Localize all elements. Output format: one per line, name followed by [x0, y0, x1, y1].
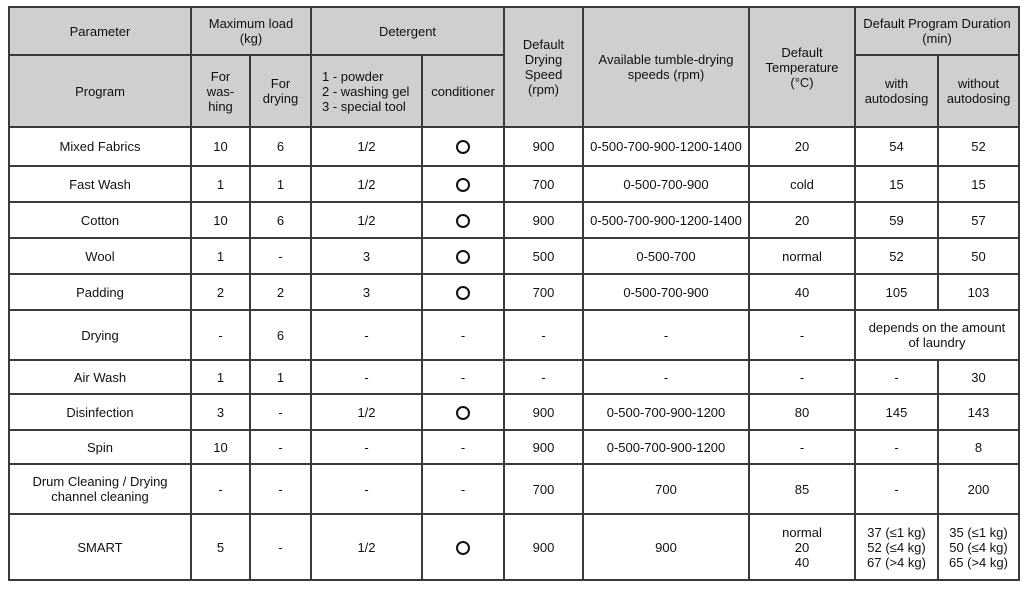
table-row — [9, 310, 1019, 360]
for-washing-cell: 1 — [191, 166, 250, 202]
with-autodosing-cell: 54 — [855, 127, 938, 166]
circle-icon — [456, 250, 470, 264]
header-maximum-load: Maximum load (kg) — [191, 7, 311, 55]
detergent-cell: 3 — [311, 238, 422, 274]
header-default-drying-speed: Default Drying Speed (rpm) — [504, 7, 583, 127]
default-drying-speed-cell: 900 — [504, 202, 583, 238]
header-program: Program — [9, 55, 191, 127]
header-for-washing: For was- hing — [191, 55, 250, 127]
program-cell: Cotton — [9, 202, 191, 238]
for-washing-cell: - — [191, 310, 250, 360]
default-drying-speed-cell: 700 — [504, 166, 583, 202]
default-drying-speed-cell: 900 — [504, 430, 583, 464]
for-washing-cell: - — [191, 464, 250, 514]
default-drying-speed-cell: 900 — [504, 394, 583, 430]
default-temperature-cell: - — [749, 310, 855, 360]
without-autodosing-cell: 200 — [938, 464, 1019, 514]
conditioner-cell: - — [422, 310, 504, 360]
conditioner-cell: - — [422, 360, 504, 394]
tumble-drying-speeds-cell: 900 — [583, 514, 749, 580]
without-autodosing-cell: 30 — [938, 360, 1019, 394]
program-table — [8, 6, 1020, 581]
for-drying-cell: - — [250, 430, 311, 464]
header-detergent-types: 1 - powder 2 - washing gel 3 - special tool — [311, 55, 422, 127]
for-drying-cell: 6 — [250, 310, 311, 360]
with-autodosing-cell: 105 — [855, 274, 938, 310]
tumble-drying-speeds-cell: 0-500-700-900 — [583, 274, 749, 310]
with-autodosing-cell: 59 — [855, 202, 938, 238]
program-cell: SMART — [9, 514, 191, 580]
tumble-drying-speeds-cell: - — [583, 360, 749, 394]
program-table-container — [8, 6, 1020, 581]
conditioner-cell: - — [422, 464, 504, 514]
header-with-autodosing: with autodosing — [855, 55, 938, 127]
header-detergent: Detergent — [311, 7, 504, 55]
header-without-autodosing: without autodosing — [938, 55, 1019, 127]
table-row — [9, 274, 1019, 310]
circle-icon — [456, 286, 470, 300]
table-row — [9, 166, 1019, 202]
default-drying-speed-cell: 900 — [504, 127, 583, 166]
default-temperature-cell: cold — [749, 166, 855, 202]
tumble-drying-speeds-cell: 0-500-700-900-1200 — [583, 430, 749, 464]
circle-icon — [456, 214, 470, 228]
default-drying-speed-cell: - — [504, 360, 583, 394]
without-autodosing-cell: 8 — [938, 430, 1019, 464]
default-drying-speed-cell: 700 — [504, 274, 583, 310]
table-row — [9, 360, 1019, 394]
with-autodosing-cell: 15 — [855, 166, 938, 202]
program-cell: Padding — [9, 274, 191, 310]
with-autodosing-cell: 37 (≤1 kg) 52 (≤4 kg) 67 (>4 kg) — [855, 514, 938, 580]
without-autodosing-cell: 35 (≤1 kg) 50 (≤4 kg) 65 (>4 kg) — [938, 514, 1019, 580]
tumble-drying-speeds-cell: 0-500-700 — [583, 238, 749, 274]
conditioner-cell: - — [422, 430, 504, 464]
without-autodosing-cell: 57 — [938, 202, 1019, 238]
for-washing-cell: 5 — [191, 514, 250, 580]
default-temperature-cell: 85 — [749, 464, 855, 514]
detergent-cell: - — [311, 360, 422, 394]
header-for-drying: For drying — [250, 55, 311, 127]
table-row — [9, 430, 1019, 464]
header-parameter: Parameter — [9, 7, 191, 55]
conditioner-cell — [422, 127, 504, 166]
with-autodosing-cell: - — [855, 360, 938, 394]
header-tumble-drying-speeds: Available tumble-drying speeds (rpm) — [583, 7, 749, 127]
with-autodosing-cell: 145 — [855, 394, 938, 430]
default-temperature-cell: normal — [749, 238, 855, 274]
for-drying-cell: 6 — [250, 202, 311, 238]
for-drying-cell: - — [250, 238, 311, 274]
default-temperature-cell: 20 — [749, 202, 855, 238]
for-washing-cell: 1 — [191, 238, 250, 274]
program-cell: Drying — [9, 310, 191, 360]
program-cell: Air Wash — [9, 360, 191, 394]
without-autodosing-cell: 52 — [938, 127, 1019, 166]
table-row — [9, 394, 1019, 430]
default-drying-speed-cell: 900 — [504, 514, 583, 580]
without-autodosing-cell: 143 — [938, 394, 1019, 430]
conditioner-cell — [422, 514, 504, 580]
header-default-program-duration: Default Program Duration (min) — [855, 7, 1019, 55]
conditioner-cell — [422, 274, 504, 310]
for-washing-cell: 2 — [191, 274, 250, 310]
detergent-cell: 1/2 — [311, 202, 422, 238]
tumble-drying-speeds-cell: 700 — [583, 464, 749, 514]
table-body — [9, 127, 1019, 580]
detergent-cell: - — [311, 310, 422, 360]
table-row — [9, 202, 1019, 238]
default-temperature-cell: 20 — [749, 127, 855, 166]
circle-icon — [456, 406, 470, 420]
tumble-drying-speeds-cell: 0-500-700-900-1200 — [583, 394, 749, 430]
detergent-cell: 1/2 — [311, 127, 422, 166]
program-cell: Spin — [9, 430, 191, 464]
default-temperature-cell: - — [749, 430, 855, 464]
without-autodosing-cell: 103 — [938, 274, 1019, 310]
detergent-cell: 1/2 — [311, 394, 422, 430]
conditioner-cell — [422, 166, 504, 202]
for-drying-cell: - — [250, 394, 311, 430]
detergent-cell: - — [311, 464, 422, 514]
detergent-cell: - — [311, 430, 422, 464]
detergent-cell: 3 — [311, 274, 422, 310]
for-drying-cell: - — [250, 464, 311, 514]
detergent-cell: 1/2 — [311, 514, 422, 580]
default-drying-speed-cell: - — [504, 310, 583, 360]
circle-icon — [456, 541, 470, 555]
for-drying-cell: - — [250, 514, 311, 580]
for-drying-cell: 1 — [250, 360, 311, 394]
with-autodosing-cell: 52 — [855, 238, 938, 274]
tumble-drying-speeds-cell: - — [583, 310, 749, 360]
for-drying-cell: 6 — [250, 127, 311, 166]
with-autodosing-cell: - — [855, 430, 938, 464]
without-autodosing-cell: 50 — [938, 238, 1019, 274]
conditioner-cell — [422, 394, 504, 430]
default-temperature-cell: 80 — [749, 394, 855, 430]
default-drying-speed-cell: 700 — [504, 464, 583, 514]
for-washing-cell: 10 — [191, 430, 250, 464]
detergent-cell: 1/2 — [311, 166, 422, 202]
table-row — [9, 238, 1019, 274]
program-cell: Disinfection — [9, 394, 191, 430]
conditioner-cell — [422, 238, 504, 274]
program-cell: Drum Cleaning / Drying channel cleaning — [9, 464, 191, 514]
conditioner-cell — [422, 202, 504, 238]
circle-icon — [456, 178, 470, 192]
for-washing-cell: 10 — [191, 202, 250, 238]
circle-icon — [456, 140, 470, 154]
tumble-drying-speeds-cell: 0-500-700-900-1200-1400 — [583, 202, 749, 238]
tumble-drying-speeds-cell: 0-500-700-900-1200-1400 — [583, 127, 749, 166]
header-conditioner: conditioner — [422, 55, 504, 127]
header-default-temperature: Default Temperature (°C) — [749, 7, 855, 127]
default-drying-speed-cell: 500 — [504, 238, 583, 274]
program-cell: Fast Wash — [9, 166, 191, 202]
default-temperature-cell: - — [749, 360, 855, 394]
with-autodosing-cell: - — [855, 464, 938, 514]
for-washing-cell: 1 — [191, 360, 250, 394]
program-cell: Mixed Fabrics — [9, 127, 191, 166]
without-autodosing-cell: 15 — [938, 166, 1019, 202]
program-duration-merged-cell: depends on the amount of laundry — [855, 310, 1019, 360]
default-temperature-cell: normal 20 40 — [749, 514, 855, 580]
for-drying-cell: 2 — [250, 274, 311, 310]
program-cell: Wool — [9, 238, 191, 274]
for-washing-cell: 10 — [191, 127, 250, 166]
table-row — [9, 514, 1019, 580]
tumble-drying-speeds-cell: 0-500-700-900 — [583, 166, 749, 202]
for-washing-cell: 3 — [191, 394, 250, 430]
for-drying-cell: 1 — [250, 166, 311, 202]
table-row — [9, 127, 1019, 166]
table-row — [9, 464, 1019, 514]
default-temperature-cell: 40 — [749, 274, 855, 310]
